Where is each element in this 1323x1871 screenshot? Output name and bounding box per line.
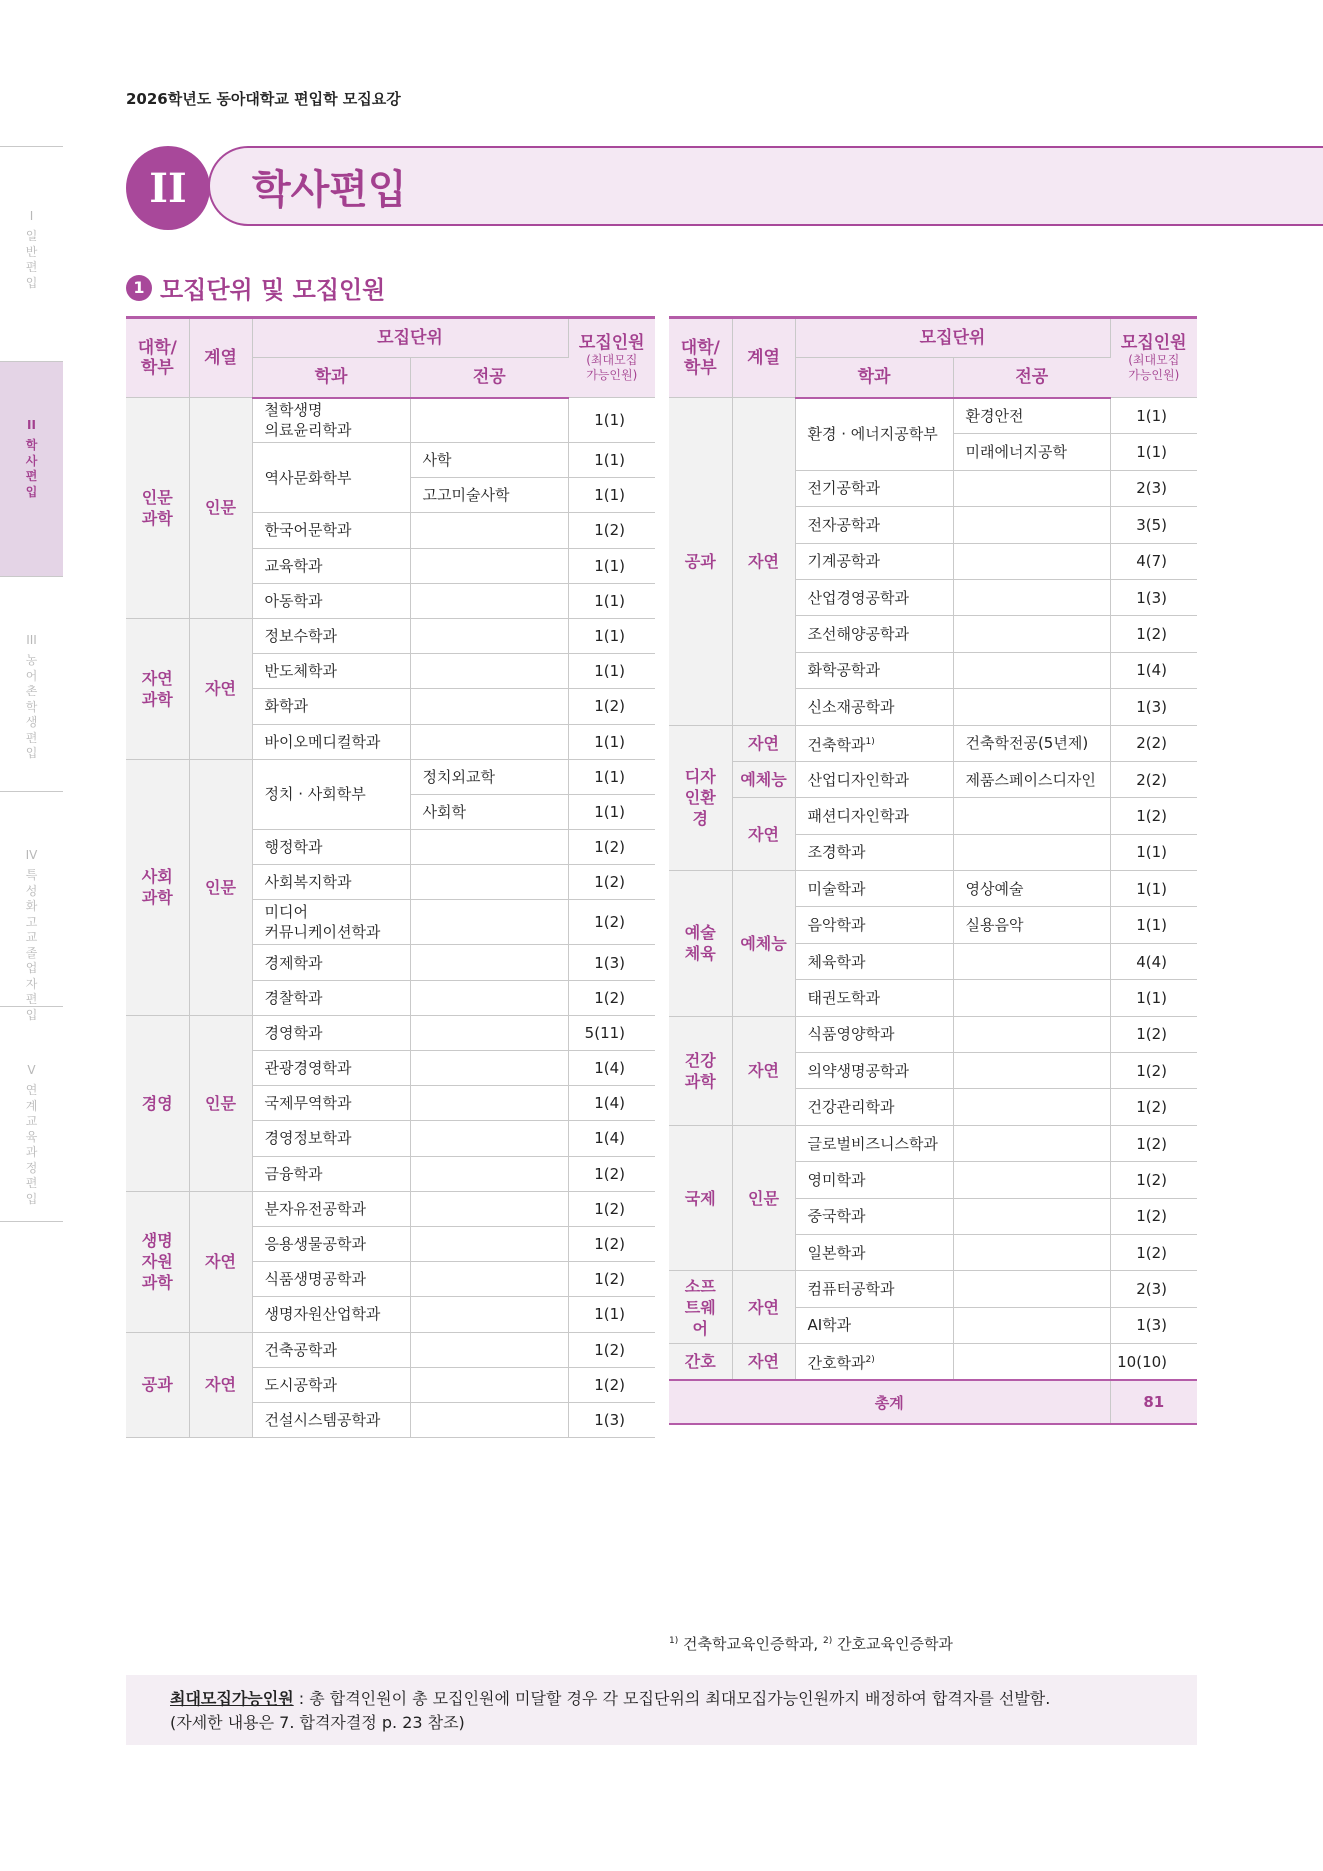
dept-cell: 화학공학과 xyxy=(795,652,953,688)
track-cell: 자연 xyxy=(189,618,252,759)
side-nav-label: 농 어 촌 학 생 편 입 xyxy=(25,653,38,760)
dept-cell: 산업디자인학과 xyxy=(795,761,953,797)
major-cell xyxy=(410,583,568,618)
chapter-side-nav xyxy=(0,146,63,1222)
track-cell: 인문 xyxy=(189,759,252,1015)
quota-cell: 4(7) xyxy=(1110,543,1197,579)
footnote-mark: 2) xyxy=(865,1355,875,1366)
track-cell: 예체능 xyxy=(732,761,795,797)
college-cell: 생명 자원 과학 xyxy=(126,1191,189,1332)
header-track: 계열 xyxy=(189,318,252,398)
college-cell: 간호 xyxy=(669,1344,732,1380)
quota-cell: 4(4) xyxy=(1110,943,1197,979)
dept-cell: 행정학과 xyxy=(252,830,410,865)
subsection-heading xyxy=(126,270,385,305)
dept-cell: 철학생명 의료윤리학과 xyxy=(252,398,410,443)
table-row xyxy=(126,618,655,653)
dept-cell: 건축공학과 xyxy=(252,1332,410,1367)
side-nav-item xyxy=(0,791,63,1022)
dept-cell: 도시공학과 xyxy=(252,1367,410,1402)
major-cell xyxy=(410,1226,568,1261)
quota-cell: 2(3) xyxy=(1110,470,1197,506)
side-nav-item xyxy=(0,1006,63,1221)
header-quota-sub: (최대모집 가능인원) xyxy=(586,353,638,382)
header-college-text: 대학/ 학부 xyxy=(680,338,720,378)
header-unit: 모집단위 xyxy=(795,318,1110,358)
quota-cell: 1(2) xyxy=(1110,1162,1197,1198)
major-cell: 사회학 xyxy=(410,794,568,829)
major-cell xyxy=(410,1051,568,1086)
major-cell xyxy=(953,543,1110,579)
major-cell xyxy=(953,470,1110,506)
quota-cell: 1(1) xyxy=(568,443,655,478)
quota-cell: 1(2) xyxy=(1110,1016,1197,1052)
major-cell xyxy=(410,1156,568,1191)
track-cell: 인문 xyxy=(189,398,252,619)
dept-cell: 경영학과 xyxy=(252,1015,410,1050)
section-number-badge: II xyxy=(126,146,210,230)
table-row xyxy=(669,1344,1197,1380)
quota-cell: 1(4) xyxy=(568,1051,655,1086)
dept-cell: 건축학과$^{1)}$ xyxy=(795,725,953,761)
side-nav-number: V xyxy=(27,1063,36,1077)
side-nav-label: 일 반 편 입 xyxy=(25,229,38,290)
dept-cell: 아동학과 xyxy=(252,583,410,618)
major-cell xyxy=(953,1198,1110,1234)
side-nav-end xyxy=(0,1221,63,1222)
major-cell xyxy=(410,1367,568,1402)
quota-cell: 1(2) xyxy=(1110,1125,1197,1161)
quota-cell: 1(1) xyxy=(1110,980,1197,1016)
major-cell xyxy=(410,1297,568,1332)
quota-cell: 1(2) xyxy=(568,1191,655,1226)
quota-cell: 1(1) xyxy=(1110,871,1197,907)
quota-cell: 1(4) xyxy=(568,1086,655,1121)
footnote-text: 간호교육인증학과 xyxy=(832,1635,953,1653)
table-row xyxy=(126,398,655,443)
table-row xyxy=(669,1271,1197,1307)
dept-cell: 음악학과 xyxy=(795,907,953,943)
quota-cell: 1(4) xyxy=(1110,652,1197,688)
major-cell: 영상예술 xyxy=(953,871,1110,907)
track-cell: 자연 xyxy=(732,1271,795,1344)
quota-cell: 1(3) xyxy=(1110,1307,1197,1343)
dept-cell: 역사문화학부 xyxy=(252,443,410,513)
side-nav-item xyxy=(0,146,63,361)
major-cell xyxy=(410,1332,568,1367)
table-row xyxy=(669,798,1197,834)
major-cell xyxy=(953,1162,1110,1198)
major-cell xyxy=(953,834,1110,870)
major-cell xyxy=(953,1125,1110,1161)
dept-cell: 식품영양학과 xyxy=(795,1016,953,1052)
major-cell xyxy=(410,945,568,980)
major-cell xyxy=(953,689,1110,725)
dept-cell: 건설시스템공학과 xyxy=(252,1402,410,1437)
quota-cell: 1(2) xyxy=(568,865,655,900)
side-nav-number: I xyxy=(29,209,34,223)
quota-cell: 1(2) xyxy=(568,1332,655,1367)
quota-cell: 1(1) xyxy=(568,583,655,618)
track-cell: 자연 xyxy=(189,1191,252,1332)
dept-cell: 조경학과 xyxy=(795,834,953,870)
table-row xyxy=(669,398,1197,434)
header-track: 계열 xyxy=(732,318,795,398)
dept-cell: 태권도학과 xyxy=(795,980,953,1016)
header-dept: 학과 xyxy=(252,358,410,398)
footnote-text: 건축학교육인증학과, xyxy=(678,1635,819,1653)
quota-cell: 1(1) xyxy=(568,759,655,794)
major-cell xyxy=(953,798,1110,834)
dept-cell: 일본학과 xyxy=(795,1234,953,1270)
quota-cell: 1(2) xyxy=(1110,1053,1197,1089)
major-cell: 제품스페이스디자인 xyxy=(953,761,1110,797)
college-cell: 디자 인환 경 xyxy=(669,725,732,871)
track-cell: 인문 xyxy=(732,1125,795,1271)
quota-cell: 3(5) xyxy=(1110,507,1197,543)
quota-cell: 5(11) xyxy=(568,1015,655,1050)
table-row xyxy=(126,1191,655,1226)
side-nav-item xyxy=(0,576,63,791)
track-cell: 자연 xyxy=(732,398,795,726)
recruitment-table-right xyxy=(669,316,1197,1425)
table-row xyxy=(669,1016,1197,1052)
dept-cell: 분자유전공학과 xyxy=(252,1191,410,1226)
quota-cell: 1(2) xyxy=(568,900,655,945)
header-major: 전공 xyxy=(410,358,568,398)
quota-cell: 1(2) xyxy=(1110,616,1197,652)
dept-cell: 중국학과 xyxy=(795,1198,953,1234)
document-title: 2026학년도 동아대학교 편입학 모집요강 xyxy=(126,90,401,108)
major-cell xyxy=(953,507,1110,543)
quota-cell: 1(1) xyxy=(568,1297,655,1332)
dept-cell: 미술학과 xyxy=(795,871,953,907)
header-dept: 학과 xyxy=(795,358,953,398)
table-row xyxy=(669,871,1197,907)
header-quota xyxy=(568,318,655,398)
major-cell: 실용음악 xyxy=(953,907,1110,943)
major-cell xyxy=(953,579,1110,615)
major-cell xyxy=(410,398,568,443)
college-cell: 사회 과학 xyxy=(126,759,189,1015)
quota-cell: 1(1) xyxy=(1110,398,1197,434)
dept-cell: 생명자원산업학과 xyxy=(252,1297,410,1332)
dept-cell: 산업경영공학과 xyxy=(795,579,953,615)
dept-cell: 반도체학과 xyxy=(252,654,410,689)
footnote-mark: 1) xyxy=(669,1636,679,1646)
dept-cell: 간호학과$^{2)}$ xyxy=(795,1344,953,1380)
dept-cell: 교육학과 xyxy=(252,548,410,583)
major-cell xyxy=(410,548,568,583)
quota-cell: 1(2) xyxy=(568,513,655,548)
track-cell: 자연 xyxy=(732,798,795,871)
major-cell xyxy=(410,1191,568,1226)
dept-cell: 환경 · 에너지공학부 xyxy=(795,398,953,471)
subsection-number: 1 xyxy=(126,275,152,301)
quota-cell: 1(1) xyxy=(568,618,655,653)
dept-cell: 한국어문학과 xyxy=(252,513,410,548)
major-cell xyxy=(410,830,568,865)
quota-cell: 1(2) xyxy=(568,689,655,724)
header-quota-text: 모집인원 (최대모집 가능인원) xyxy=(569,333,656,383)
footnote-mark: 1) xyxy=(865,736,875,747)
dept-cell: 글로벌비즈니스학과 xyxy=(795,1125,953,1161)
quota-cell: 1(3) xyxy=(568,945,655,980)
major-cell xyxy=(953,1016,1110,1052)
dept-cell: 경제학과 xyxy=(252,945,410,980)
major-cell xyxy=(410,1262,568,1297)
quota-cell: 1(1) xyxy=(568,654,655,689)
side-nav-number: IV xyxy=(25,848,38,862)
side-nav-item xyxy=(0,361,63,576)
table-row xyxy=(669,1125,1197,1161)
quota-cell: 1(2) xyxy=(568,1262,655,1297)
subsection-title: 모집단위 및 모집인원 xyxy=(160,276,386,304)
major-cell xyxy=(410,654,568,689)
major-cell xyxy=(410,724,568,759)
college-cell: 인문 과학 xyxy=(126,398,189,619)
dept-cell: 식품생명공학과 xyxy=(252,1262,410,1297)
major-cell: 건축학전공(5년제) xyxy=(953,725,1110,761)
college-cell: 건강 과학 xyxy=(669,1016,732,1125)
dept-cell: 경영정보학과 xyxy=(252,1121,410,1156)
track-cell: 자연 xyxy=(189,1332,252,1438)
table-footnote xyxy=(669,1633,953,1654)
track-cell: 인문 xyxy=(189,1015,252,1191)
dept-cell: 응용생물공학과 xyxy=(252,1226,410,1261)
dept-cell: 정치 · 사회학부 xyxy=(252,759,410,829)
track-cell: 자연 xyxy=(732,725,795,761)
college-cell: 국제 xyxy=(669,1125,732,1271)
quota-cell: 1(3) xyxy=(1110,689,1197,725)
major-cell: 환경안전 xyxy=(953,398,1110,434)
header-major: 전공 xyxy=(953,358,1110,398)
college-cell: 경영 xyxy=(126,1015,189,1191)
quota-cell: 1(2) xyxy=(568,1367,655,1402)
major-cell xyxy=(410,513,568,548)
major-cell xyxy=(410,1402,568,1437)
note-text: : 총 합격인원이 총 모집인원에 미달할 경우 각 모집단위의 최대모집가능인원까지 배정하여 합격자를 선발함. xyxy=(293,1689,1051,1708)
side-nav-label: 연 계 교 육 과 정 편 입 xyxy=(25,1083,38,1206)
quota-cell: 1(1) xyxy=(1110,434,1197,470)
major-cell xyxy=(410,900,568,945)
side-nav-number: II xyxy=(27,418,36,432)
table-row xyxy=(126,1332,655,1367)
side-nav-label: 특 성 화 고 교 졸 업 자 편 입 xyxy=(25,868,38,1022)
header-quota xyxy=(1110,318,1197,398)
major-cell xyxy=(410,689,568,724)
dept-cell: 관광경영학과 xyxy=(252,1051,410,1086)
major-cell xyxy=(410,1086,568,1121)
dept-cell: 기계공학과 xyxy=(795,543,953,579)
dept-cell: 전기공학과 xyxy=(795,470,953,506)
side-nav-label: 학 사 편 입 xyxy=(25,438,38,499)
major-cell xyxy=(953,943,1110,979)
dept-cell: AI학과 xyxy=(795,1307,953,1343)
major-cell xyxy=(953,1271,1110,1307)
major-cell xyxy=(953,1344,1110,1380)
header-quota-sub: (최대모집 가능인원) xyxy=(1128,353,1180,382)
quota-cell: 1(2) xyxy=(1110,1234,1197,1270)
dept-cell: 사회복지학과 xyxy=(252,865,410,900)
header-college-text: 대학/ 학부 xyxy=(137,338,177,378)
header-quota-text: 모집인원 (최대모집 가능인원) xyxy=(1111,333,1198,383)
quota-cell: 1(2) xyxy=(1110,798,1197,834)
total-label: 총계 xyxy=(669,1380,1110,1424)
major-cell xyxy=(410,980,568,1015)
quota-cell: 1(1) xyxy=(568,548,655,583)
college-cell: 자연 과학 xyxy=(126,618,189,759)
quota-cell: 1(2) xyxy=(1110,1089,1197,1125)
quota-cell: 2(2) xyxy=(1110,761,1197,797)
major-cell: 고고미술사학 xyxy=(410,478,568,513)
college-cell: 소프 트웨 어 xyxy=(669,1271,732,1344)
major-cell: 사학 xyxy=(410,443,568,478)
quota-cell: 10(10) xyxy=(1110,1344,1197,1380)
note-term: 최대모집가능인원 xyxy=(170,1689,294,1708)
quota-cell: 1(1) xyxy=(568,478,655,513)
major-cell xyxy=(410,865,568,900)
major-cell: 미래에너지공학 xyxy=(953,434,1110,470)
track-cell: 예체능 xyxy=(732,871,795,1017)
major-cell xyxy=(953,980,1110,1016)
quota-cell: 1(2) xyxy=(568,980,655,1015)
quota-cell: 1(3) xyxy=(1110,579,1197,615)
major-cell: 정치외교학 xyxy=(410,759,568,794)
dept-cell: 의약생명공학과 xyxy=(795,1053,953,1089)
dept-cell: 미디어 커뮤니케이션학과 xyxy=(252,900,410,945)
note-box xyxy=(126,1675,1197,1745)
table-row xyxy=(126,1015,655,1050)
dept-cell: 체육학과 xyxy=(795,943,953,979)
quota-cell: 2(2) xyxy=(1110,725,1197,761)
table-row xyxy=(126,759,655,794)
dept-cell: 신소재공학과 xyxy=(795,689,953,725)
dept-cell: 경찰학과 xyxy=(252,980,410,1015)
quota-cell: 1(4) xyxy=(568,1121,655,1156)
dept-cell: 컴퓨터공학과 xyxy=(795,1271,953,1307)
dept-cell: 조선해양공학과 xyxy=(795,616,953,652)
quota-cell: 1(1) xyxy=(1110,834,1197,870)
table-row xyxy=(669,761,1197,797)
dept-cell: 금융학과 xyxy=(252,1156,410,1191)
track-cell: 자연 xyxy=(732,1016,795,1125)
major-cell xyxy=(953,1089,1110,1125)
header-college xyxy=(126,318,189,398)
quota-cell: 2(3) xyxy=(1110,1271,1197,1307)
recruitment-table-left xyxy=(126,316,655,1438)
major-cell xyxy=(953,1053,1110,1089)
note-reference: (자세한 내용은 7. 합격자결정 p. 23 참조) xyxy=(170,1713,465,1732)
major-cell xyxy=(953,1307,1110,1343)
header-unit: 모집단위 xyxy=(252,318,568,358)
quota-cell: 1(1) xyxy=(568,724,655,759)
total-value: 81 xyxy=(1110,1380,1197,1424)
dept-cell: 국제무역학과 xyxy=(252,1086,410,1121)
header-college xyxy=(669,318,732,398)
section-title: 학사편입 xyxy=(252,167,407,213)
track-cell: 자연 xyxy=(732,1344,795,1380)
college-cell: 공과 xyxy=(669,398,732,726)
major-cell xyxy=(953,652,1110,688)
dept-cell: 정보수학과 xyxy=(252,618,410,653)
dept-cell: 바이오메디컬학과 xyxy=(252,724,410,759)
major-cell xyxy=(410,1121,568,1156)
major-cell xyxy=(410,1015,568,1050)
major-cell xyxy=(410,618,568,653)
quota-cell: 1(2) xyxy=(1110,1198,1197,1234)
quota-cell: 1(2) xyxy=(568,1226,655,1261)
dept-cell: 전자공학과 xyxy=(795,507,953,543)
side-nav-number: III xyxy=(26,633,37,647)
major-cell xyxy=(953,1234,1110,1270)
quota-cell: 1(2) xyxy=(568,1156,655,1191)
dept-cell: 건강관리학과 xyxy=(795,1089,953,1125)
quota-cell: 1(1) xyxy=(568,398,655,443)
dept-cell: 패션디자인학과 xyxy=(795,798,953,834)
table-row xyxy=(669,725,1197,761)
quota-cell: 1(1) xyxy=(1110,907,1197,943)
college-cell: 공과 xyxy=(126,1332,189,1438)
dept-cell: 화학과 xyxy=(252,689,410,724)
dept-cell: 영미학과 xyxy=(795,1162,953,1198)
quota-cell: 1(3) xyxy=(568,1402,655,1437)
college-cell: 예술 체육 xyxy=(669,871,732,1017)
quota-cell: 1(2) xyxy=(568,830,655,865)
major-cell xyxy=(953,616,1110,652)
footnote-mark: 2) xyxy=(822,1636,833,1646)
total-row xyxy=(669,1380,1197,1424)
quota-cell: 1(1) xyxy=(568,794,655,829)
